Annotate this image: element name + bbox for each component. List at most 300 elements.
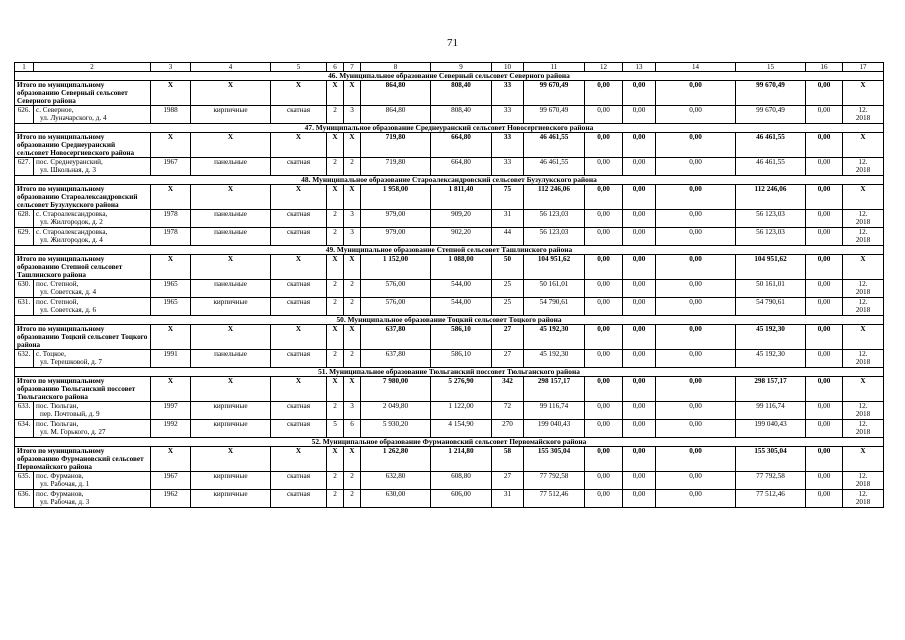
cell-c6: 2 xyxy=(327,106,344,124)
total-cell-c14: 0,00 xyxy=(656,377,736,402)
deadline-month: 12. xyxy=(858,350,868,358)
total-cell-c9: 664,80 xyxy=(431,133,492,158)
total-cell-c4: X xyxy=(191,185,271,210)
table-row xyxy=(15,106,884,124)
cell-c12: 0,00 xyxy=(585,280,623,298)
cell-c12: 0,00 xyxy=(585,420,623,438)
address-line-2: ул. Рабочая, д. 3 xyxy=(40,498,90,506)
cell-c3: 1988 xyxy=(151,106,191,124)
cell-c3: 1967 xyxy=(151,158,191,176)
column-number-5: 5 xyxy=(271,63,327,72)
total-cell-c16: 0,00 xyxy=(806,377,843,402)
deadline-month: 12. xyxy=(858,298,868,306)
cell-c13: 0,00 xyxy=(623,298,656,316)
cell-c15: 77 512,46 xyxy=(736,490,806,508)
total-cell-c9: 1 088,00 xyxy=(431,255,492,280)
deadline-year: 2018 xyxy=(855,358,871,366)
cell-c9: 586,10 xyxy=(431,350,492,368)
address-line-2: ул. Терешковой, д. 7 xyxy=(40,358,103,366)
cell-c13: 0,00 xyxy=(623,228,656,246)
total-cell-c14: 0,00 xyxy=(656,325,736,350)
total-cell-c11: 155 305,04 xyxy=(524,447,585,472)
total-cell-c10: 75 xyxy=(492,185,524,210)
cell-c5: скатная xyxy=(271,472,327,490)
total-cell-c3: X xyxy=(151,377,191,402)
cell-c6: 2 xyxy=(327,472,344,490)
total-cell-c4: X xyxy=(191,377,271,402)
total-cell-c15: 112 246,06 xyxy=(736,185,806,210)
cell-c13: 0,00 xyxy=(623,158,656,176)
cell-c14: 0,00 xyxy=(656,228,736,246)
cell-c12: 0,00 xyxy=(585,402,623,420)
total-cell-c14: 0,00 xyxy=(656,447,736,472)
cell-c6: 2 xyxy=(327,298,344,316)
total-cell-c10: 342 xyxy=(492,377,524,402)
total-cell-c5: X xyxy=(271,447,327,472)
cell-c10: 25 xyxy=(492,280,524,298)
table-row xyxy=(15,402,884,420)
deadline-cell xyxy=(843,106,884,124)
total-cell-c4: X xyxy=(191,133,271,158)
address-line-2: ул. Советская, д. 4 xyxy=(40,288,97,296)
cell-c12: 0,00 xyxy=(585,350,623,368)
housing-table xyxy=(14,62,884,508)
cell-c3: 1978 xyxy=(151,210,191,228)
cell-c10: 270 xyxy=(492,420,524,438)
total-cell-c7: X xyxy=(344,133,361,158)
total-cell-c13: 0,00 xyxy=(623,185,656,210)
cell-c9: 808,40 xyxy=(431,106,492,124)
cell-c13: 0,00 xyxy=(623,420,656,438)
total-cell-c8: 637,80 xyxy=(361,325,431,350)
cell-c11: 50 161,01 xyxy=(524,280,585,298)
deadline-month: 12. xyxy=(858,472,868,480)
cell-c6: 2 xyxy=(327,228,344,246)
address-line-1: с. Тоцкое, xyxy=(36,350,66,358)
address-line-1: с. Староалександровка, xyxy=(36,228,108,236)
total-cell-c14: 0,00 xyxy=(656,81,736,106)
address-cell xyxy=(34,280,151,298)
cell-c7: 3 xyxy=(344,210,361,228)
total-cell-c12: 0,00 xyxy=(585,255,623,280)
cell-c15: 199 040,43 xyxy=(736,420,806,438)
total-cell-c5: X xyxy=(271,185,327,210)
row-number: 630. xyxy=(15,280,34,298)
cell-c3: 1997 xyxy=(151,402,191,420)
cell-c5: скатная xyxy=(271,280,327,298)
cell-c6: 2 xyxy=(327,210,344,228)
cell-c13: 0,00 xyxy=(623,210,656,228)
address-cell xyxy=(34,402,151,420)
row-number: 636. xyxy=(15,490,34,508)
cell-c9: 606,00 xyxy=(431,490,492,508)
section-heading-row xyxy=(15,246,884,255)
section-title: 51. Муниципальное образование Тюльганский поссовет Тюльганского района xyxy=(15,368,884,377)
cell-c13: 0,00 xyxy=(623,280,656,298)
cell-c14: 0,00 xyxy=(656,280,736,298)
cell-c15: 56 123,03 xyxy=(736,228,806,246)
cell-c8: 979,00 xyxy=(361,228,431,246)
deadline-cell xyxy=(843,490,884,508)
table-row xyxy=(15,472,884,490)
deadline-year: 2018 xyxy=(855,288,871,296)
section-heading-row xyxy=(15,176,884,185)
total-cell-c6: X xyxy=(327,185,344,210)
address-cell xyxy=(34,228,151,246)
address-line-2: ул. Луначарского, д. 4 xyxy=(40,114,107,122)
cell-c10: 33 xyxy=(492,106,524,124)
row-number: 627. xyxy=(15,158,34,176)
cell-c13: 0,00 xyxy=(623,402,656,420)
total-cell-c10: 27 xyxy=(492,325,524,350)
total-cell-c6: X xyxy=(327,447,344,472)
table-row xyxy=(15,490,884,508)
total-cell-c15: 45 192,30 xyxy=(736,325,806,350)
total-cell-c9: 586,10 xyxy=(431,325,492,350)
cell-c9: 4 154,90 xyxy=(431,420,492,438)
cell-c9: 544,00 xyxy=(431,280,492,298)
total-cell-c7: X xyxy=(344,255,361,280)
cell-c16: 0,00 xyxy=(806,228,843,246)
deadline-month: 12. xyxy=(858,210,868,218)
cell-c9: 1 122,00 xyxy=(431,402,492,420)
total-label: Итого по муниципальному образованию Староалександровский сельсовет Бузулукского района xyxy=(15,185,151,210)
address-cell xyxy=(34,350,151,368)
total-label: Итого по муниципальному образованию Среднеуранский сельсовет Новосергиевского района xyxy=(15,133,151,158)
section-title: 46. Муниципальное образование Северный сельсовет Северного района xyxy=(15,72,884,81)
total-cell-c11: 46 461,55 xyxy=(524,133,585,158)
cell-c16: 0,00 xyxy=(806,298,843,316)
cell-c11: 56 123,03 xyxy=(524,210,585,228)
cell-c8: 576,00 xyxy=(361,298,431,316)
deadline-year: 2018 xyxy=(855,218,871,226)
total-label: Итого по муниципальному образованию Тюльганский поссовет Тюльганского района xyxy=(15,377,151,402)
deadline-year: 2018 xyxy=(855,480,871,488)
deadline-year: 2018 xyxy=(855,166,871,174)
column-number-12: 12 xyxy=(585,63,623,72)
total-cell-c5: X xyxy=(271,325,327,350)
address-cell xyxy=(34,472,151,490)
column-number-4: 4 xyxy=(191,63,271,72)
cell-c11: 56 123,03 xyxy=(524,228,585,246)
cell-c9: 544,00 xyxy=(431,298,492,316)
total-cell-c6: X xyxy=(327,133,344,158)
column-number-row xyxy=(15,63,884,72)
cell-c14: 0,00 xyxy=(656,298,736,316)
deadline-cell xyxy=(843,472,884,490)
cell-c4: кирпичные xyxy=(191,106,271,124)
total-cell-c8: 1 152,00 xyxy=(361,255,431,280)
deadline-cell xyxy=(843,420,884,438)
total-cell-c12: 0,00 xyxy=(585,185,623,210)
total-cell-c7: X xyxy=(344,185,361,210)
total-cell-c15: 99 670,49 xyxy=(736,81,806,106)
section-title: 50. Муниципальное образование Тоцкий сельсовет Тоцкого района xyxy=(15,316,884,325)
address-line-2: ул. Советская, д. 6 xyxy=(40,306,97,314)
cell-c10: 44 xyxy=(492,228,524,246)
cell-c16: 0,00 xyxy=(806,210,843,228)
total-cell-c4: X xyxy=(191,81,271,106)
total-cell-c9: 5 276,90 xyxy=(431,377,492,402)
cell-c14: 0,00 xyxy=(656,420,736,438)
cell-c7: 3 xyxy=(344,402,361,420)
total-cell-c16: 0,00 xyxy=(806,133,843,158)
cell-c8: 5 930,20 xyxy=(361,420,431,438)
cell-c15: 99 670,49 xyxy=(736,106,806,124)
cell-c5: скатная xyxy=(271,402,327,420)
section-heading-row xyxy=(15,438,884,447)
cell-c16: 0,00 xyxy=(806,420,843,438)
column-number-13: 13 xyxy=(623,63,656,72)
total-cell-c17: X xyxy=(843,377,884,402)
total-cell-c6: X xyxy=(327,377,344,402)
cell-c3: 1992 xyxy=(151,420,191,438)
deadline-month: 12. xyxy=(858,158,868,166)
cell-c16: 0,00 xyxy=(806,280,843,298)
total-cell-c13: 0,00 xyxy=(623,325,656,350)
deadline-month: 12. xyxy=(858,420,868,428)
total-cell-c11: 45 192,30 xyxy=(524,325,585,350)
total-cell-c16: 0,00 xyxy=(806,185,843,210)
cell-c15: 56 123,03 xyxy=(736,210,806,228)
cell-c4: панельные xyxy=(191,210,271,228)
cell-c7: 2 xyxy=(344,158,361,176)
cell-c4: кирпичные xyxy=(191,490,271,508)
total-cell-c7: X xyxy=(344,325,361,350)
total-cell-c16: 0,00 xyxy=(806,255,843,280)
cell-c16: 0,00 xyxy=(806,472,843,490)
deadline-cell xyxy=(843,350,884,368)
section-title: 49. Муниципальное образование Степной сельсовет Ташлинского района xyxy=(15,246,884,255)
address-cell xyxy=(34,210,151,228)
deadline-month: 12. xyxy=(858,228,868,236)
deadline-month: 12. xyxy=(858,402,868,410)
total-cell-c8: 864,80 xyxy=(361,81,431,106)
cell-c5: скатная xyxy=(271,420,327,438)
total-label: Итого по муниципальному образованию Степной сельсовет Ташлинского района xyxy=(15,255,151,280)
total-cell-c13: 0,00 xyxy=(623,447,656,472)
column-number-17: 17 xyxy=(843,63,884,72)
total-cell-c15: 298 157,17 xyxy=(736,377,806,402)
cell-c14: 0,00 xyxy=(656,402,736,420)
total-cell-c17: X xyxy=(843,325,884,350)
total-cell-c5: X xyxy=(271,377,327,402)
total-cell-c13: 0,00 xyxy=(623,377,656,402)
section-total-row xyxy=(15,325,884,350)
cell-c4: кирпичные xyxy=(191,420,271,438)
section-heading-row xyxy=(15,124,884,133)
row-number: 626. xyxy=(15,106,34,124)
cell-c10: 27 xyxy=(492,472,524,490)
cell-c9: 909,20 xyxy=(431,210,492,228)
cell-c6: 2 xyxy=(327,490,344,508)
deadline-year: 2018 xyxy=(855,498,871,506)
cell-c5: скатная xyxy=(271,106,327,124)
cell-c15: 50 161,01 xyxy=(736,280,806,298)
total-cell-c16: 0,00 xyxy=(806,81,843,106)
cell-c15: 46 461,55 xyxy=(736,158,806,176)
cell-c7: 2 xyxy=(344,298,361,316)
row-number: 632. xyxy=(15,350,34,368)
cell-c12: 0,00 xyxy=(585,298,623,316)
cell-c4: панельные xyxy=(191,280,271,298)
deadline-year: 2018 xyxy=(855,428,871,436)
deadline-month: 12. xyxy=(858,106,868,114)
deadline-cell xyxy=(843,210,884,228)
cell-c13: 0,00 xyxy=(623,350,656,368)
table-row xyxy=(15,298,884,316)
total-cell-c6: X xyxy=(327,81,344,106)
total-cell-c17: X xyxy=(843,185,884,210)
deadline-year: 2018 xyxy=(855,114,871,122)
cell-c10: 31 xyxy=(492,490,524,508)
total-cell-c12: 0,00 xyxy=(585,81,623,106)
cell-c5: скатная xyxy=(271,210,327,228)
total-cell-c15: 46 461,55 xyxy=(736,133,806,158)
total-cell-c3: X xyxy=(151,255,191,280)
total-cell-c13: 0,00 xyxy=(623,133,656,158)
address-cell xyxy=(34,298,151,316)
cell-c11: 46 461,55 xyxy=(524,158,585,176)
cell-c12: 0,00 xyxy=(585,228,623,246)
cell-c3: 1967 xyxy=(151,472,191,490)
cell-c12: 0,00 xyxy=(585,472,623,490)
address-line-1: с. Северное, xyxy=(36,106,74,114)
section-heading-row xyxy=(15,316,884,325)
total-cell-c11: 112 246,06 xyxy=(524,185,585,210)
address-line-2: ул. Школьная, д. 3 xyxy=(40,166,96,174)
address-line-2: ул. Рабочая, д. 1 xyxy=(40,480,90,488)
cell-c8: 630,00 xyxy=(361,490,431,508)
cell-c10: 33 xyxy=(492,158,524,176)
total-cell-c13: 0,00 xyxy=(623,255,656,280)
total-cell-c10: 58 xyxy=(492,447,524,472)
total-cell-c7: X xyxy=(344,81,361,106)
address-line-1: пос. Степной, xyxy=(36,280,79,288)
cell-c16: 0,00 xyxy=(806,490,843,508)
total-cell-c16: 0,00 xyxy=(806,325,843,350)
section-total-row xyxy=(15,377,884,402)
total-cell-c4: X xyxy=(191,255,271,280)
total-cell-c11: 298 157,17 xyxy=(524,377,585,402)
total-cell-c16: 0,00 xyxy=(806,447,843,472)
total-cell-c12: 0,00 xyxy=(585,377,623,402)
deadline-year: 2018 xyxy=(855,410,871,418)
total-cell-c12: 0,00 xyxy=(585,133,623,158)
total-cell-c17: X xyxy=(843,255,884,280)
row-number: 634. xyxy=(15,420,34,438)
address-line-1: пос. Степной, xyxy=(36,298,79,306)
total-cell-c17: X xyxy=(843,447,884,472)
section-title: 52. Муниципальное образование Фурмановский сельсовет Первомайского района xyxy=(15,438,884,447)
cell-c4: кирпичные xyxy=(191,402,271,420)
column-number-1: 1 xyxy=(15,63,34,72)
row-number: 633. xyxy=(15,402,34,420)
cell-c9: 664,80 xyxy=(431,158,492,176)
cell-c11: 77 512,46 xyxy=(524,490,585,508)
cell-c6: 2 xyxy=(327,402,344,420)
address-line-2: ул. Жилгородок, д. 2 xyxy=(40,218,103,226)
total-cell-c11: 99 670,49 xyxy=(524,81,585,106)
total-cell-c3: X xyxy=(151,133,191,158)
row-number: 628. xyxy=(15,210,34,228)
section-total-row xyxy=(15,133,884,158)
cell-c16: 0,00 xyxy=(806,106,843,124)
cell-c3: 1991 xyxy=(151,350,191,368)
cell-c6: 2 xyxy=(327,280,344,298)
section-total-row xyxy=(15,81,884,106)
address-cell xyxy=(34,158,151,176)
cell-c4: панельные xyxy=(191,350,271,368)
cell-c8: 864,80 xyxy=(361,106,431,124)
cell-c7: 2 xyxy=(344,350,361,368)
cell-c8: 576,00 xyxy=(361,280,431,298)
cell-c3: 1965 xyxy=(151,280,191,298)
table-row xyxy=(15,420,884,438)
column-number-16: 16 xyxy=(806,63,843,72)
total-cell-c14: 0,00 xyxy=(656,185,736,210)
total-cell-c9: 808,40 xyxy=(431,81,492,106)
column-number-7: 7 xyxy=(344,63,361,72)
total-cell-c17: X xyxy=(843,81,884,106)
section-total-row xyxy=(15,185,884,210)
column-number-3: 3 xyxy=(151,63,191,72)
total-cell-c17: X xyxy=(843,133,884,158)
total-cell-c15: 104 951,62 xyxy=(736,255,806,280)
table-row xyxy=(15,158,884,176)
cell-c7: 3 xyxy=(344,228,361,246)
cell-c11: 54 790,61 xyxy=(524,298,585,316)
total-cell-c9: 1 811,40 xyxy=(431,185,492,210)
column-number-14: 14 xyxy=(656,63,736,72)
total-cell-c12: 0,00 xyxy=(585,447,623,472)
deadline-cell xyxy=(843,228,884,246)
deadline-year: 2018 xyxy=(855,236,871,244)
cell-c7: 2 xyxy=(344,472,361,490)
address-line-1: пос. Тюльган, xyxy=(36,420,79,428)
row-number: 631. xyxy=(15,298,34,316)
total-cell-c4: X xyxy=(191,325,271,350)
total-cell-c4: X xyxy=(191,447,271,472)
cell-c6: 5 xyxy=(327,420,344,438)
total-cell-c6: X xyxy=(327,255,344,280)
cell-c14: 0,00 xyxy=(656,472,736,490)
cell-c4: кирпичные xyxy=(191,472,271,490)
cell-c8: 979,00 xyxy=(361,210,431,228)
address-line-1: пос. Тюльган, xyxy=(36,402,79,410)
section-heading-row xyxy=(15,368,884,377)
total-cell-c10: 33 xyxy=(492,133,524,158)
cell-c15: 77 792,58 xyxy=(736,472,806,490)
total-cell-c14: 0,00 xyxy=(656,255,736,280)
cell-c13: 0,00 xyxy=(623,472,656,490)
total-cell-c13: 0,00 xyxy=(623,81,656,106)
cell-c11: 99 670,49 xyxy=(524,106,585,124)
column-number-6: 6 xyxy=(327,63,344,72)
cell-c11: 45 192,30 xyxy=(524,350,585,368)
section-total-row xyxy=(15,447,884,472)
total-cell-c10: 33 xyxy=(492,81,524,106)
cell-c5: скатная xyxy=(271,158,327,176)
column-number-11: 11 xyxy=(524,63,585,72)
deadline-month: 12. xyxy=(858,280,868,288)
cell-c14: 0,00 xyxy=(656,158,736,176)
cell-c9: 608,80 xyxy=(431,472,492,490)
section-title: 47. Муниципальное образование Среднеуранский сельсовет Новосергиевского района xyxy=(15,124,884,133)
total-cell-c3: X xyxy=(151,325,191,350)
deadline-month: 12. xyxy=(858,490,868,498)
total-cell-c15: 155 305,04 xyxy=(736,447,806,472)
